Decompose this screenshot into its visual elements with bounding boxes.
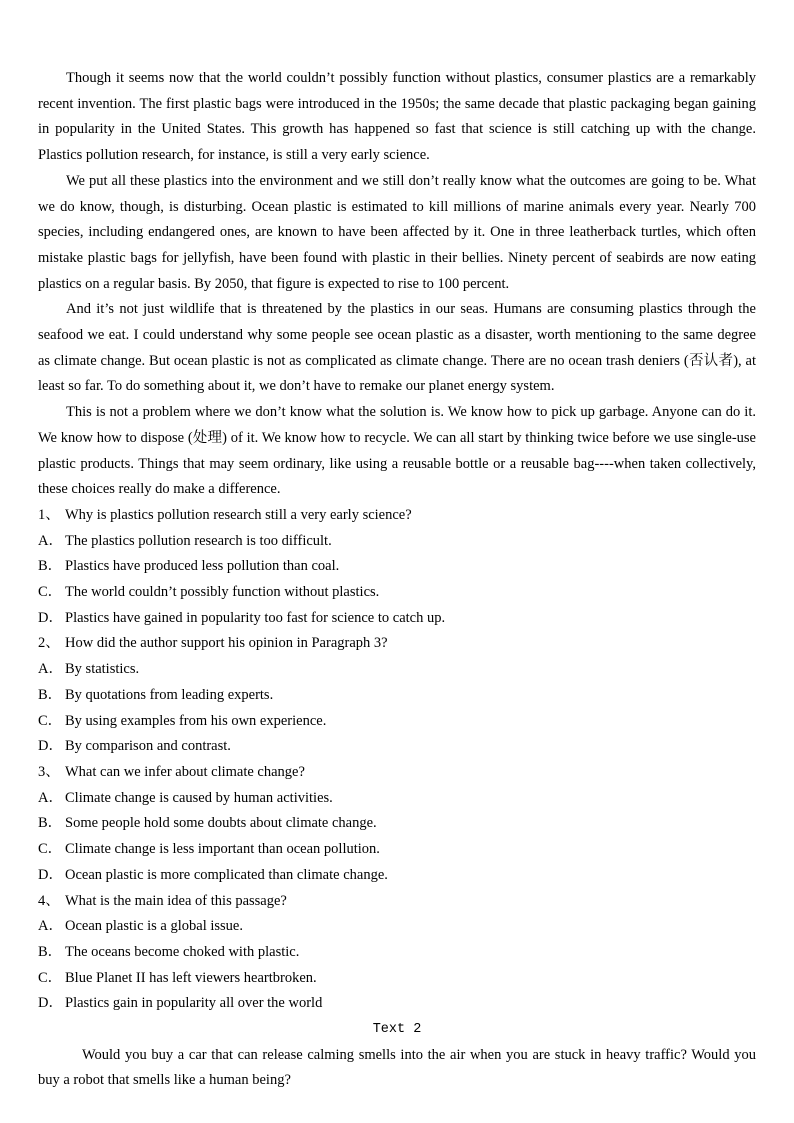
answer-option [38, 991, 756, 1017]
option-label: B． [38, 686, 63, 703]
answer-option [38, 966, 756, 992]
passage-paragraph-4: This is not a problem where we don’t know what the solution is. We know how to pick up garbage. Anyone can do it. We know how to dispose (处理) of it. We know how to recycle. We can all start by thinking twice before we use single-use plastic products. Things that may seem ordinary, like using a reusable bottle or a reusable bag----when taken collectively, these choices really do make a difference. [38, 404, 756, 498]
option-label: A． [38, 918, 63, 935]
answer-option [38, 940, 756, 966]
option-text: The plastics pollution research is too difficult. [65, 532, 332, 549]
option-text: Plastics have gained in popularity too fast for science to catch up. [65, 609, 446, 626]
answer-option [38, 580, 756, 606]
option-label: A． [38, 789, 63, 806]
option-label: C． [38, 969, 63, 986]
answer-option [38, 863, 756, 889]
option-label: D． [38, 866, 63, 883]
option-text: Blue Planet II has left viewers heartbroken. [65, 969, 317, 986]
option-label: B． [38, 943, 63, 960]
option-label: D． [38, 995, 63, 1012]
option-label: A． [38, 661, 63, 678]
option-label: B． [38, 815, 63, 832]
question-number: 2、 [38, 635, 60, 652]
question-number: 3、 [38, 763, 60, 780]
answer-option [38, 709, 756, 735]
answer-option [38, 529, 756, 555]
option-text: By quotations from leading experts. [65, 686, 274, 703]
answer-option [38, 683, 756, 709]
passage-paragraph-3: And it’s not just wildlife that is threatened by the plastics in our seas. Humans are consuming plastics through the seafood we eat. I could understand why some people see ocean plastic as a disaster, worth mentioning to the same degree as climate change. But ocean plastic is not as complicated as climate change. There are no ocean trash deniers (否认者), at least so far. To do something about it, we don’t have to remake our planet energy system. [38, 301, 756, 395]
option-label: C． [38, 584, 63, 601]
option-text: By statistics. [65, 661, 140, 678]
question-stem [38, 631, 756, 657]
question-number: 4、 [38, 892, 60, 909]
answer-option [38, 914, 756, 940]
question-stem [38, 889, 756, 915]
reading-passage [38, 66, 756, 503]
option-label: D． [38, 609, 63, 626]
option-label: A． [38, 532, 63, 549]
option-text: Ocean plastic is more complicated than climate change. [65, 866, 388, 883]
passage-paragraph-1: Though it seems now that the world couldn’t possibly function without plastics, consumer plastics are a remarkably recent invention. The first plastic bags were introduced in the 1950s; the same decade that plastic packaging began gaining in popularity in the United States. This growth has happened so fast that science is still catching up with the change. Plastics pollution research, for instance, is still a very early science. [38, 70, 756, 164]
question-number: 1、 [38, 506, 60, 523]
section-heading-text2: Text 2 [372, 1022, 422, 1038]
option-text: Some people hold some doubts about climate change. [65, 815, 377, 832]
question-stem [38, 503, 756, 529]
passage-paragraph-2: We put all these plastics into the environment and we still don’t really know what the outcomes are going to be. What we do know, though, is disturbing. Ocean plastic is estimated to kill millions of marine animals every year. Nearly 700 species, including endangered ones, are known to have been affected by it. One in three leatherback turtles, which often mistake plastic bags for jellyfish, have been found with plastic in their bellies. Ninety percent of seabirds are now eating plastics on a regular basis. By 2050, that figure is expected to rise to 100 percent. [38, 172, 756, 292]
option-text: By comparison and contrast. [65, 738, 231, 755]
answer-option [38, 811, 756, 837]
answer-option [38, 734, 756, 760]
option-label: C． [38, 712, 63, 729]
option-label: D． [38, 738, 63, 755]
option-text: Plastics have produced less pollution than coal. [65, 558, 340, 575]
question-text: What can we infer about climate change? [65, 763, 305, 780]
answer-option [38, 786, 756, 812]
answer-option [38, 606, 756, 632]
option-text: Plastics gain in popularity all over the world [65, 995, 323, 1012]
option-text: The world couldn’t possibly function without plastics. [65, 584, 380, 601]
text2-paragraph: Would you buy a car that can release calming smells into the air when you are stuck in heavy traffic? Would you buy a robot that smells like a human being? [38, 1046, 756, 1089]
option-text: Climate change is caused by human activities. [65, 789, 333, 806]
option-label: C． [38, 841, 63, 858]
option-text: Ocean plastic is a global issue. [65, 918, 243, 935]
question-text: What is the main idea of this passage? [65, 892, 287, 909]
option-label: B． [38, 558, 63, 575]
questions-section [38, 503, 756, 1017]
option-text: By using examples from his own experience. [65, 712, 327, 729]
question-text: How did the author support his opinion in Paragraph 3? [65, 635, 388, 652]
option-text: Climate change is less important than ocean pollution. [65, 841, 380, 858]
answer-option [38, 554, 756, 580]
option-text: The oceans become choked with plastic. [65, 943, 300, 960]
answer-option [38, 837, 756, 863]
question-text: Why is plastics pollution research still a very early science? [65, 506, 412, 523]
answer-option [38, 657, 756, 683]
question-stem [38, 760, 756, 786]
